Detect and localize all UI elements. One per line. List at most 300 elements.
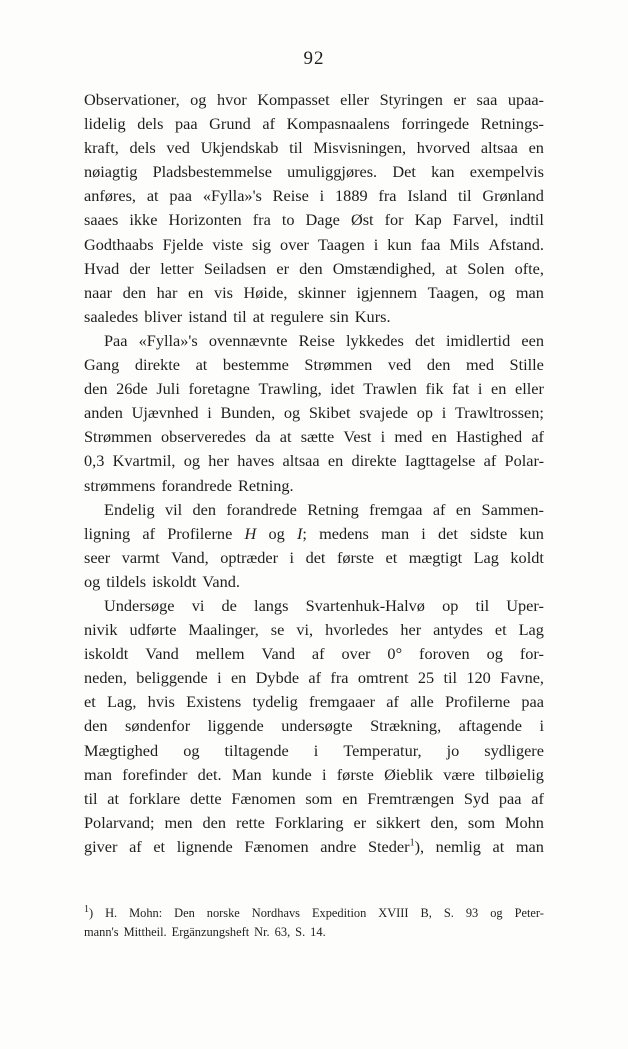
word: 0° [387, 644, 403, 664]
word: beliggende [136, 668, 208, 688]
word: kraft, [84, 138, 119, 158]
word: Omstændighed, [332, 258, 436, 278]
word: Retning. [237, 475, 294, 495]
word: af [386, 692, 399, 712]
word: Uper- [506, 595, 544, 615]
word: af [432, 499, 446, 519]
word: i [539, 716, 544, 736]
word: første [336, 764, 374, 784]
word: sætte [300, 427, 335, 447]
body-line [84, 88, 544, 112]
word: haves [237, 451, 275, 471]
body-line [84, 666, 544, 690]
word: XVIII [378, 906, 409, 920]
word: i [321, 764, 327, 784]
word: første [336, 547, 375, 567]
word: foroven [419, 644, 470, 664]
word: af [142, 523, 155, 543]
word: B, [420, 906, 432, 920]
word: faa [420, 234, 441, 254]
word: at [492, 836, 505, 856]
word: viste [212, 234, 244, 254]
word: altsaa [480, 138, 518, 158]
word: Fjelde [162, 234, 204, 254]
word: med [465, 355, 494, 375]
body-line [84, 522, 544, 546]
word: hvorledes [325, 620, 389, 640]
body-line [84, 498, 544, 522]
word: Hastighed [456, 427, 523, 447]
word: norske [206, 906, 240, 920]
footnotes [84, 904, 544, 942]
word: I; [296, 523, 307, 543]
word: af [308, 668, 322, 688]
word: Horizonten [168, 210, 242, 230]
word: man [515, 836, 544, 856]
word: og [190, 90, 207, 109]
word: mellem [195, 644, 245, 664]
word: Den [174, 906, 195, 920]
body-line [84, 763, 544, 787]
word: en [491, 379, 507, 399]
word: Lag, [107, 692, 137, 712]
word: Peter- [514, 906, 544, 920]
word: direkte [351, 451, 397, 471]
word: 120 [466, 668, 491, 688]
word: nivik [84, 620, 118, 640]
body-line [84, 425, 544, 449]
word: H [244, 523, 257, 543]
word: vil [164, 499, 183, 519]
word: sikkert [376, 812, 421, 832]
word: upaa- [507, 90, 544, 109]
body-line [84, 208, 544, 232]
word: Expedition [311, 906, 367, 920]
word: forringede [401, 114, 470, 134]
word: Kompasset [257, 90, 330, 109]
word: vi, [296, 620, 314, 640]
word: lidelig [84, 114, 126, 134]
word: Ergänzungsheft [171, 925, 250, 939]
word: Mittheil. [123, 925, 167, 939]
body-line [84, 305, 544, 329]
body-line [84, 160, 544, 184]
word: Trawltrossen; [454, 403, 544, 423]
word: tilbøielig [485, 764, 544, 784]
body-line [84, 329, 544, 353]
word: paa [169, 186, 192, 206]
word: er [353, 812, 367, 832]
word: det [414, 330, 435, 350]
word: at [252, 306, 265, 326]
body-line [84, 739, 544, 763]
word: seer [84, 547, 111, 567]
word: Trawling, [258, 379, 322, 399]
word: 26de [116, 379, 148, 399]
word: er [453, 90, 467, 109]
word: Taagen [317, 234, 365, 254]
word: ovennævnte [208, 330, 288, 350]
word: til [289, 138, 303, 158]
word: man [381, 523, 410, 543]
body-line [84, 570, 544, 594]
word: observeredes [161, 427, 247, 447]
word: foretagne [188, 379, 250, 399]
word: for- [519, 644, 544, 664]
word: en [327, 451, 344, 471]
word: Hvad [84, 258, 120, 278]
word: Existens [186, 692, 242, 712]
word: iskoldt [84, 644, 129, 664]
word: saaes [84, 210, 119, 230]
word: kan [431, 162, 455, 182]
word: Ujævnhed [131, 403, 199, 423]
word: og [183, 740, 200, 760]
word: forefinder [122, 764, 188, 784]
word: Trawlen [363, 379, 417, 399]
word: fik [425, 379, 444, 399]
word: Farvel, [452, 210, 499, 230]
word: her [208, 451, 229, 471]
body-line [84, 401, 544, 425]
body-line [84, 618, 544, 642]
word: Steder$^1$), [367, 836, 425, 856]
word: Misvisningen, [313, 138, 407, 158]
word: har [156, 282, 178, 302]
word: anføres, [84, 186, 136, 206]
word: det [438, 523, 458, 543]
word: rette [235, 812, 265, 832]
body-line [84, 546, 544, 570]
word: ved [166, 138, 190, 158]
word: nemlig [435, 836, 481, 856]
word: Juli [156, 379, 180, 399]
word: kunde [271, 764, 312, 784]
word: Fænomen [231, 788, 296, 808]
word: Profilerne [167, 523, 233, 543]
body-line [84, 233, 544, 257]
word: Grund [209, 114, 251, 134]
word: to [281, 210, 295, 230]
word: og [486, 644, 503, 664]
word: Polar- [504, 451, 544, 471]
word: Høide, [243, 282, 288, 302]
word: Lag [518, 620, 544, 640]
word: man [515, 282, 544, 302]
word: Mils [449, 234, 480, 254]
word: Iagttagelse [404, 451, 476, 471]
word: indtil [509, 210, 544, 230]
word: da [255, 427, 271, 447]
word: direkte [134, 355, 181, 375]
word: Forklaring [274, 812, 344, 832]
word: tildels [106, 571, 147, 591]
word: i [477, 379, 483, 399]
word: Retning [307, 499, 359, 519]
word: saaledes [84, 306, 139, 326]
word: den [84, 716, 108, 736]
word: i [207, 403, 212, 423]
word: tydelig [252, 692, 298, 712]
word: den [192, 499, 217, 519]
word: at [279, 427, 292, 447]
word: Øst [350, 210, 374, 230]
word: Favne, [500, 668, 544, 688]
word: $^1$) [84, 903, 94, 920]
word: «Fylla»'s [202, 186, 262, 206]
word: og [490, 906, 503, 920]
word: en [431, 427, 447, 447]
word: Vand, [171, 547, 209, 567]
word: 1889 [335, 186, 368, 206]
word: naar [84, 282, 113, 302]
word: nøiagtig [84, 162, 138, 182]
word: over [280, 234, 309, 254]
word: det. [197, 764, 222, 784]
word: Endelig [104, 499, 155, 519]
word: fremgaa [369, 499, 423, 519]
word: fat [452, 379, 470, 399]
word: Taagen, [427, 282, 479, 302]
body-line [84, 377, 544, 401]
word: en [188, 282, 204, 302]
word: optræder [220, 547, 279, 567]
word: paa [498, 788, 522, 808]
word: exempelvis [469, 162, 544, 182]
word: Fremtrængen [367, 788, 455, 808]
word: Vand. [202, 571, 240, 591]
word: Kap [414, 210, 442, 230]
word: af [483, 451, 497, 471]
word: kun [387, 234, 412, 254]
body-line [84, 594, 544, 618]
word: Undersøge [104, 595, 175, 615]
word: Strømmen [304, 355, 373, 375]
word: de [221, 595, 237, 615]
word: mann's [84, 925, 119, 939]
word: Man [231, 764, 262, 784]
body-line [84, 136, 544, 160]
word: medens [319, 523, 369, 543]
word: paa [175, 114, 198, 134]
word: vi [191, 595, 205, 615]
word: Nr. [254, 925, 270, 939]
word: Grønland [482, 186, 544, 206]
word: skinner [297, 282, 346, 302]
word: letter [160, 258, 194, 278]
word: eller [514, 379, 544, 399]
word: antydes [433, 620, 483, 640]
word: Reise [272, 186, 309, 206]
word: igjennem [356, 282, 418, 302]
word: Afstand. [488, 234, 544, 254]
word: umuliggjøres. [287, 162, 378, 182]
word: fremgaaer [309, 692, 375, 712]
word: at [445, 258, 458, 278]
word: af [129, 836, 142, 856]
word: jo [446, 740, 460, 760]
word: sig [252, 234, 272, 254]
word: Strømmen [84, 427, 152, 447]
word: fra [252, 210, 271, 230]
word: Bunden, [220, 403, 276, 423]
word: i [373, 234, 379, 254]
word: dels [137, 114, 164, 134]
word: af [262, 114, 276, 134]
word: se [270, 620, 285, 640]
word: andre [320, 836, 357, 856]
word: at [195, 355, 208, 375]
word: Kvartmil, [112, 451, 176, 471]
body-text [84, 88, 544, 859]
word: at [146, 186, 159, 206]
word: lignende [176, 836, 233, 856]
word: af [311, 644, 325, 664]
word: over [341, 644, 371, 664]
word: tiltagende [224, 740, 289, 760]
word: sin [329, 306, 349, 326]
word: men [164, 812, 193, 832]
word: i [313, 740, 319, 760]
word: Temperatur, [343, 740, 422, 760]
word: Kurs. [354, 306, 391, 326]
body-line [84, 353, 544, 377]
word: altsaa [282, 451, 320, 471]
word: fra [330, 668, 349, 688]
word: den [426, 355, 451, 375]
word: 63, [274, 925, 291, 939]
word: Maalinger, [188, 620, 259, 640]
word: til [84, 788, 98, 808]
word: strømmens [84, 475, 156, 495]
word: Dybde [255, 668, 300, 688]
word: den [84, 379, 108, 399]
word: og [283, 403, 301, 423]
word: Gang [84, 355, 120, 375]
word: Polarvand; [84, 812, 155, 832]
word: Syd [463, 788, 490, 808]
word: Godthaabs [84, 234, 154, 254]
body-line [84, 281, 544, 305]
word: undersøgte [281, 716, 353, 736]
footnote-line [84, 904, 544, 923]
word: i [289, 547, 295, 567]
word: være [443, 764, 475, 784]
word: forandrede [226, 499, 297, 519]
word: op [442, 595, 459, 615]
word: 0,3 [84, 451, 105, 471]
word: S. [443, 906, 454, 920]
word: Paa [104, 330, 128, 350]
body-line [84, 257, 544, 281]
word: der [129, 258, 151, 278]
word: til [443, 668, 458, 688]
word: med [394, 427, 423, 447]
word: her [400, 620, 422, 640]
word: vis [213, 282, 233, 302]
word: Seiladsen [203, 258, 267, 278]
word: een [521, 330, 544, 350]
word: 14. [310, 925, 326, 939]
word: af [531, 788, 544, 808]
word: S. [295, 925, 306, 939]
word: liggende [207, 716, 264, 736]
word: Dage [305, 210, 340, 230]
word: af [531, 427, 544, 447]
word: Stille [509, 355, 544, 375]
word: Styringen [379, 90, 443, 109]
word: Strækning, [370, 716, 442, 736]
word: Ukjendskab [200, 138, 279, 158]
footnote-line [84, 923, 544, 942]
word: en [528, 138, 544, 158]
word: Skibet [308, 403, 351, 423]
word: Vand [145, 644, 179, 664]
word: Island [407, 186, 448, 206]
body-line [84, 690, 544, 714]
word: ved [387, 355, 412, 375]
word: i [380, 427, 386, 447]
word: lykkedes [345, 330, 404, 350]
word: et [494, 620, 507, 640]
word: forklare [128, 788, 181, 808]
word: neden, [84, 668, 127, 688]
word: i [217, 668, 222, 688]
word: paa [521, 692, 544, 712]
word: alle [410, 692, 434, 712]
word: istand [188, 306, 228, 326]
word: en [455, 499, 472, 519]
word: i [421, 523, 426, 543]
word: til [475, 595, 490, 615]
word: et [385, 547, 398, 567]
word: 25 [417, 668, 435, 688]
body-line [84, 835, 544, 859]
word: og [84, 571, 101, 591]
word: mægtigt [408, 547, 463, 567]
word: Kompasnaalens [286, 114, 390, 134]
word: giver [84, 836, 118, 856]
word: Svartenhuk-Halvø [305, 595, 425, 615]
word: til [233, 306, 247, 326]
word: hvis [147, 692, 175, 712]
word: aftagende [458, 716, 522, 736]
word: det [305, 547, 326, 567]
word: den [202, 812, 226, 832]
word: sydligere [484, 740, 544, 760]
body-line [84, 787, 544, 811]
body-line [84, 714, 544, 738]
word: er [276, 258, 290, 278]
word: Solen [467, 258, 505, 278]
word: ligning [84, 523, 131, 543]
word: Nordhavs [251, 906, 300, 920]
word: dels [129, 138, 156, 158]
word: imidlertid [446, 330, 511, 350]
word: til [457, 186, 472, 206]
word: den, [430, 812, 458, 832]
word: og [489, 282, 506, 302]
word: Sammen- [481, 499, 544, 519]
word: i [441, 403, 447, 423]
word: saa [476, 90, 498, 109]
word: «Fylla»'s [138, 330, 198, 350]
word: sidste [470, 523, 508, 543]
word: svajede [359, 403, 409, 423]
word: idet [330, 379, 355, 399]
body-line [84, 112, 544, 136]
word: Retnings- [480, 114, 544, 134]
